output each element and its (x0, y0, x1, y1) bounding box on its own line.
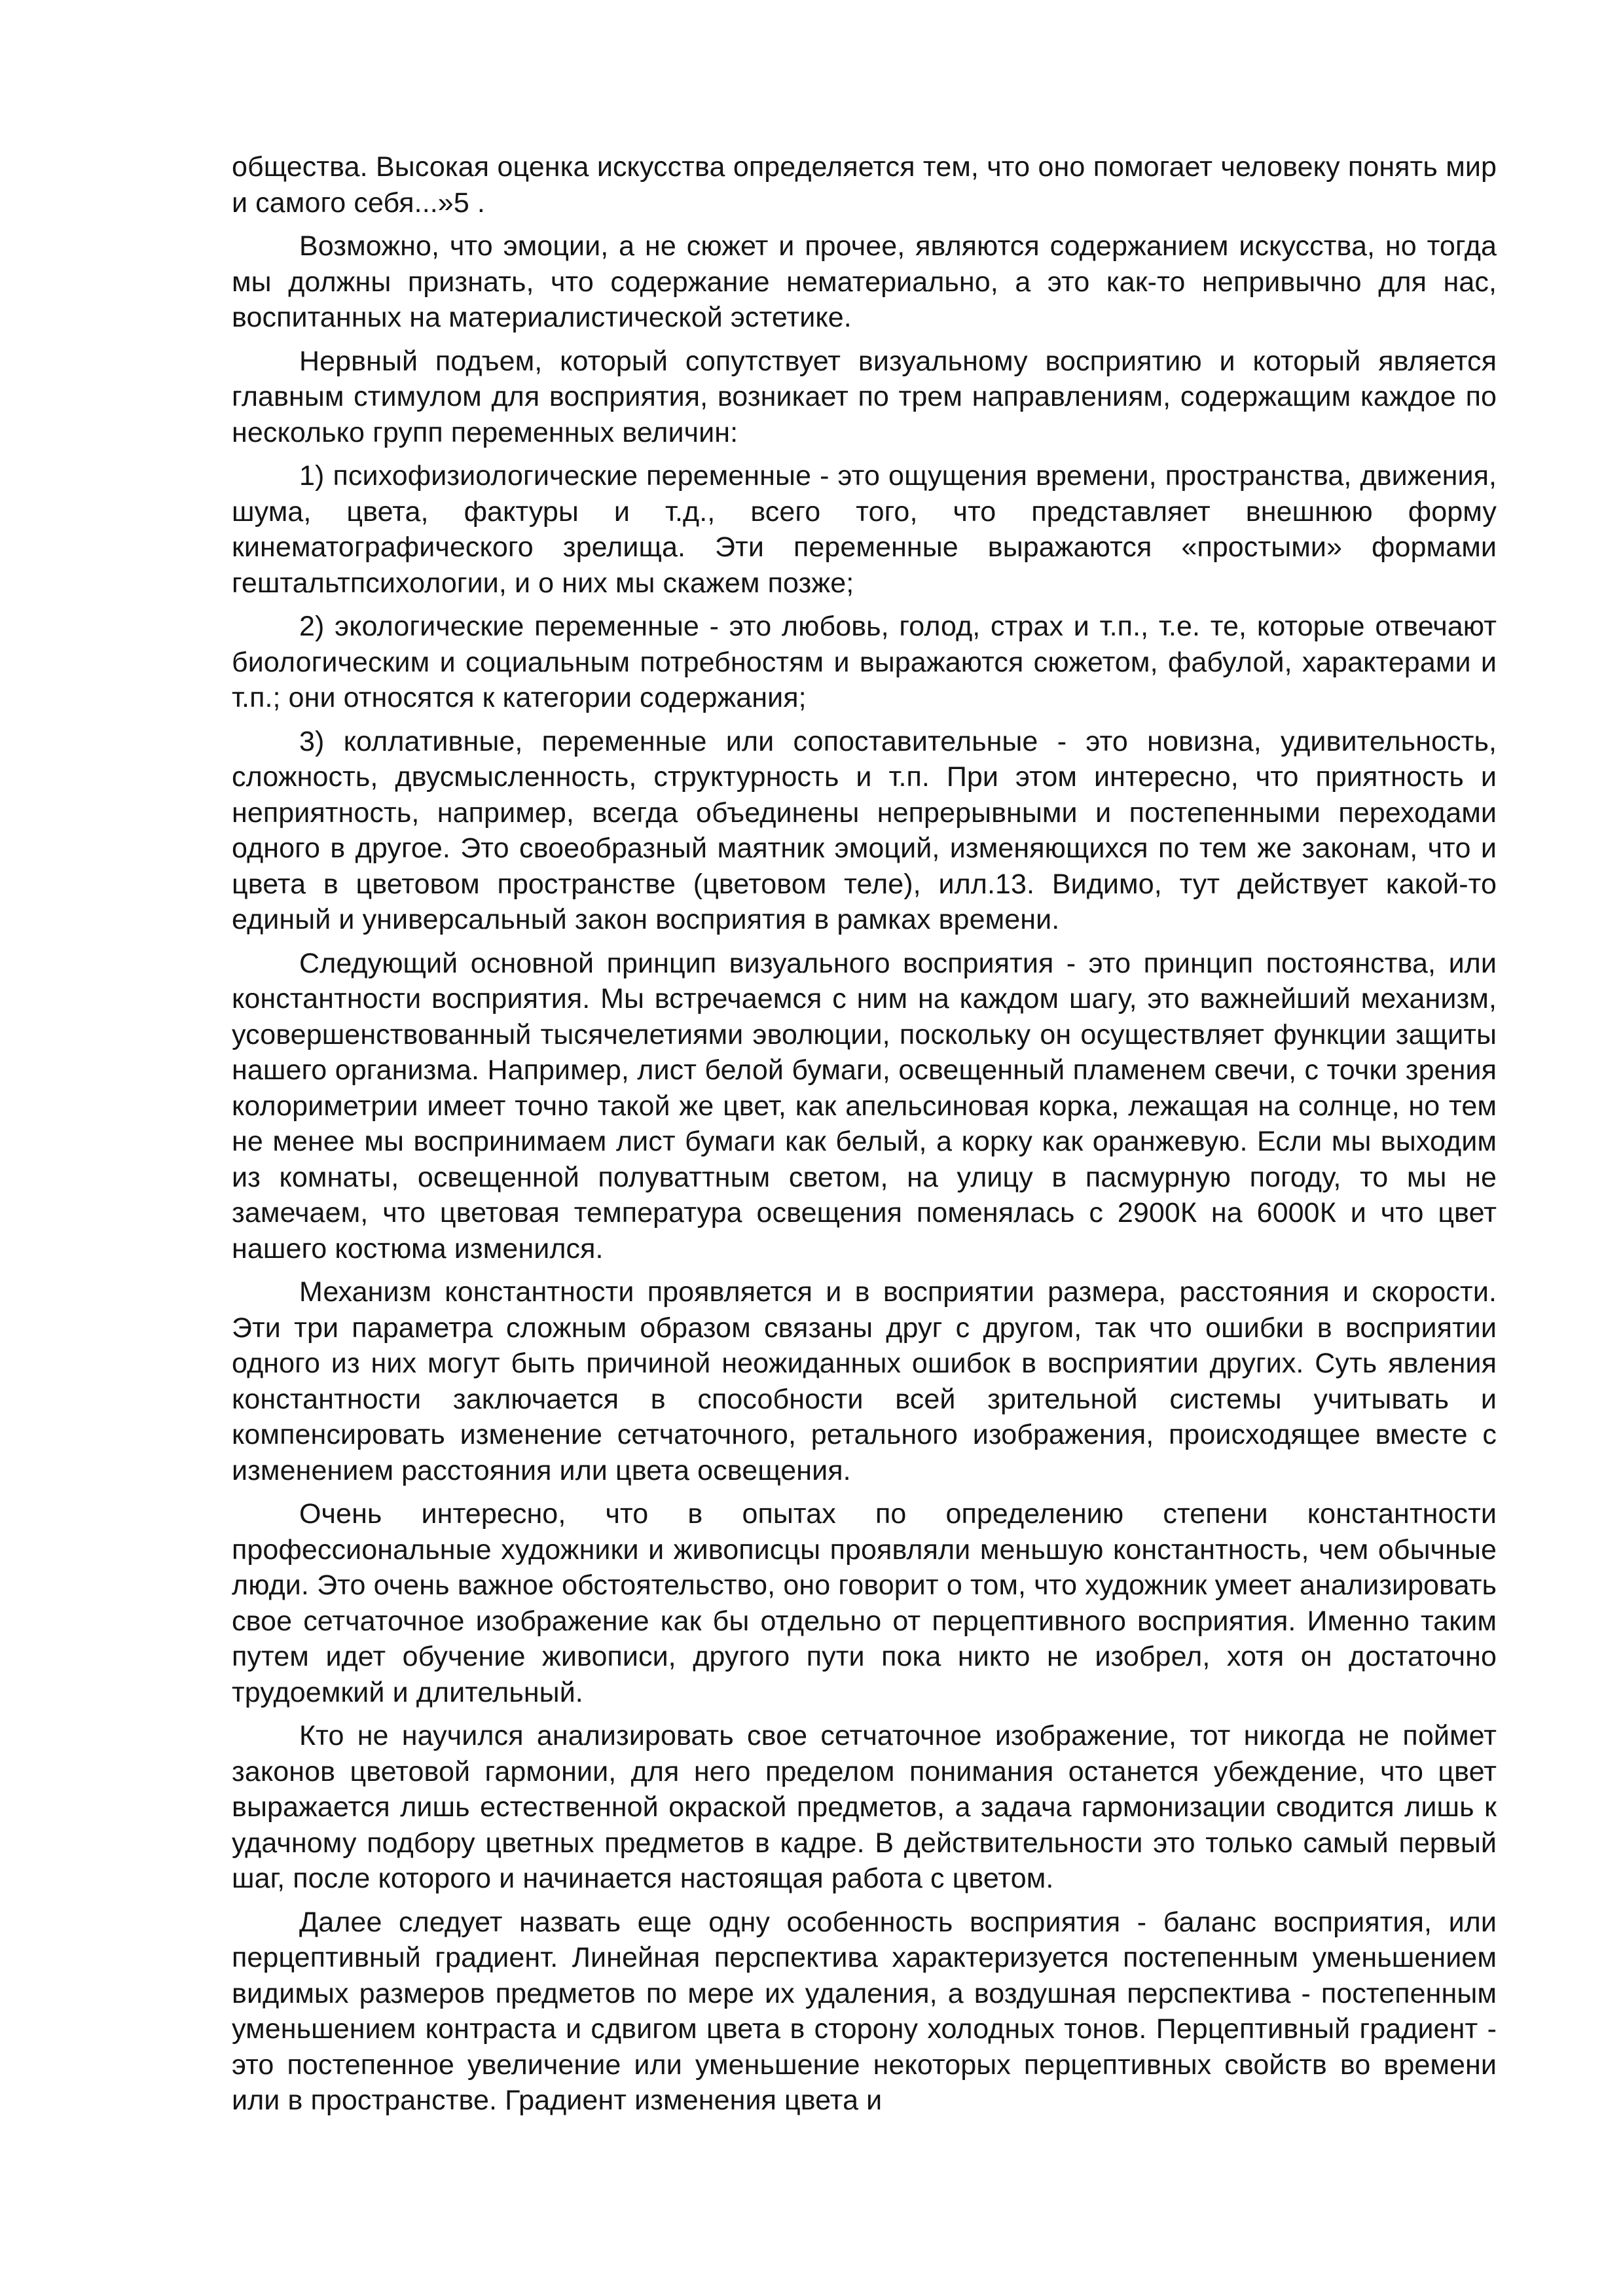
paragraph-emotions-content: Возможно, что эмоции, а не сюжет и прочее, являются содержанием искусства, но тогда мы должны признать, что содержание нематериально, а это как-то непривычно для нас, воспитанных на материалистической эстетике. (232, 230, 1497, 333)
paragraph-nervous-arousal: Нервный подъем, который сопутствует визуальному восприятию и который является главным стимулом для восприятия, возникает по трем направлениям, содержащим каждое по несколько групп переменных величин: (232, 345, 1497, 448)
paragraph-color-harmony: Кто не научился анализировать свое сетчаточное изображение, тот никогда не поймет законов цветовой гармонии, для него пределом понимания останется убеждение, что цвет выражается лишь естественной окраской предметов, а задача гармонизации сводится лишь к удачному подбору цветных предметов в кадре. В действительности это только самый первый шаг, после которого и начинается настоящая работа с цветом. (232, 1720, 1497, 1894)
text-column (232, 149, 1497, 2119)
paragraph-constancy-principle: Следующий основной принцип визуального восприятия - это принцип постоянства, или константности восприятия. Мы встречаемся с ним на каждом шагу, это важнейший механизм, усовершенствованный тысячелетиями эволюции, поскольку он осуществляет функции защиты нашего организма. Например, лист белой бумаги, освещенный пламенем свечи, с точки зрения колориметрии имеет точно такой же цвет, как апельсиновая корка, лежащая на солнце, но тем не менее мы воспринимаем лист бумаги как белый, а корку как оранжевую. Если мы выходим из комнаты, освещенной полуваттным светом, на улицу в пасмурную погоду, то мы не замечаем, что цветовая температура освещения поменялась с 2900К на 6000К и что цвет нашего костюма изменился. (232, 947, 1497, 1265)
list-item-ecological: 2) экологические переменные - это любовь, голод, страх и т.п., т.е. те, которые отвечают биологическим и социальным потребностям и выражаются сюжетом, фабулой, характерами и т.п.; они относятся к категории содержания; (232, 611, 1497, 713)
list-item-psychophysiological: 1) психофизиологические переменные - это ощущения времени, пространства, движения, шума, цвета, фактуры и т.д., всего того, что представляет внешнюю форму кинематографического зрелища. Эти переменные выражаются «простыми» формами гештальтпсихологии, и о них мы скажем позже; (232, 460, 1497, 599)
paragraph-perceptual-gradient: Далее следует назвать еще одну особенность восприятия - баланс восприятия, или перцептивный градиент. Линейная перспектива характеризуется постепенным уменьшением видимых размеров предметов по мере их удаления, а воздушная перспектива - постепенным уменьшением контраста и сдвигом цвета в сторону холодных тонов. Перцептивный градиент - это постепенное увеличение или уменьшение некоторых перцептивных свойств во времени или в пространстве. Градиент изменения цвета и (232, 1906, 1497, 2116)
list-item-collative: 3) коллативные, переменные или сопоставительные - это новизна, удивительность, сложность, двусмысленность, структурность и т.п. При этом интересно, что приятность и неприятность, например, всегда объединены непрерывными и постепенными переходами одного в другое. Это своеобразный маятник эмоций, изменяющихся по тем же законам, что и цвета в цветовом пространстве (цветовом теле), илл.13. Видимо, тут действует какой-то единый и универсальный закон восприятия в рамках времени. (232, 725, 1497, 935)
paragraph-artists-constancy: Очень интересно, что в опытах по определению степени константности профессиональные художники и живописцы проявляли меньшую константность, чем обычные люди. Это очень важное обстоятельство, оно говорит о том, что художник умеет анализировать свое сетчаточное изображение как бы отдельно от перцептивного восприятия. Именно таким путем идет обучение живописи, другого пути пока никто не изобрел, хотя он достаточно трудоемкий и длительный. (232, 1498, 1497, 1708)
paragraph-continuation: общества. Высокая оценка искусства определяется тем, что оно помогает человеку понять мир и самого себя...»5 . (232, 151, 1497, 219)
paragraph-constancy-mechanism: Механизм константности проявляется и в восприятии размера, расстояния и скорости. Эти три параметра сложным образом связаны друг с другом, так что ошибки в восприятии одного из них могут быть причиной неожиданных ошибок в восприятии других. Суть явления константности заключается в способности всей зрительной системы учитывать и компенсировать изменение сетчаточного, ретального изображения, происходящее вместе с изменением расстояния или цвета освещения. (232, 1276, 1497, 1486)
